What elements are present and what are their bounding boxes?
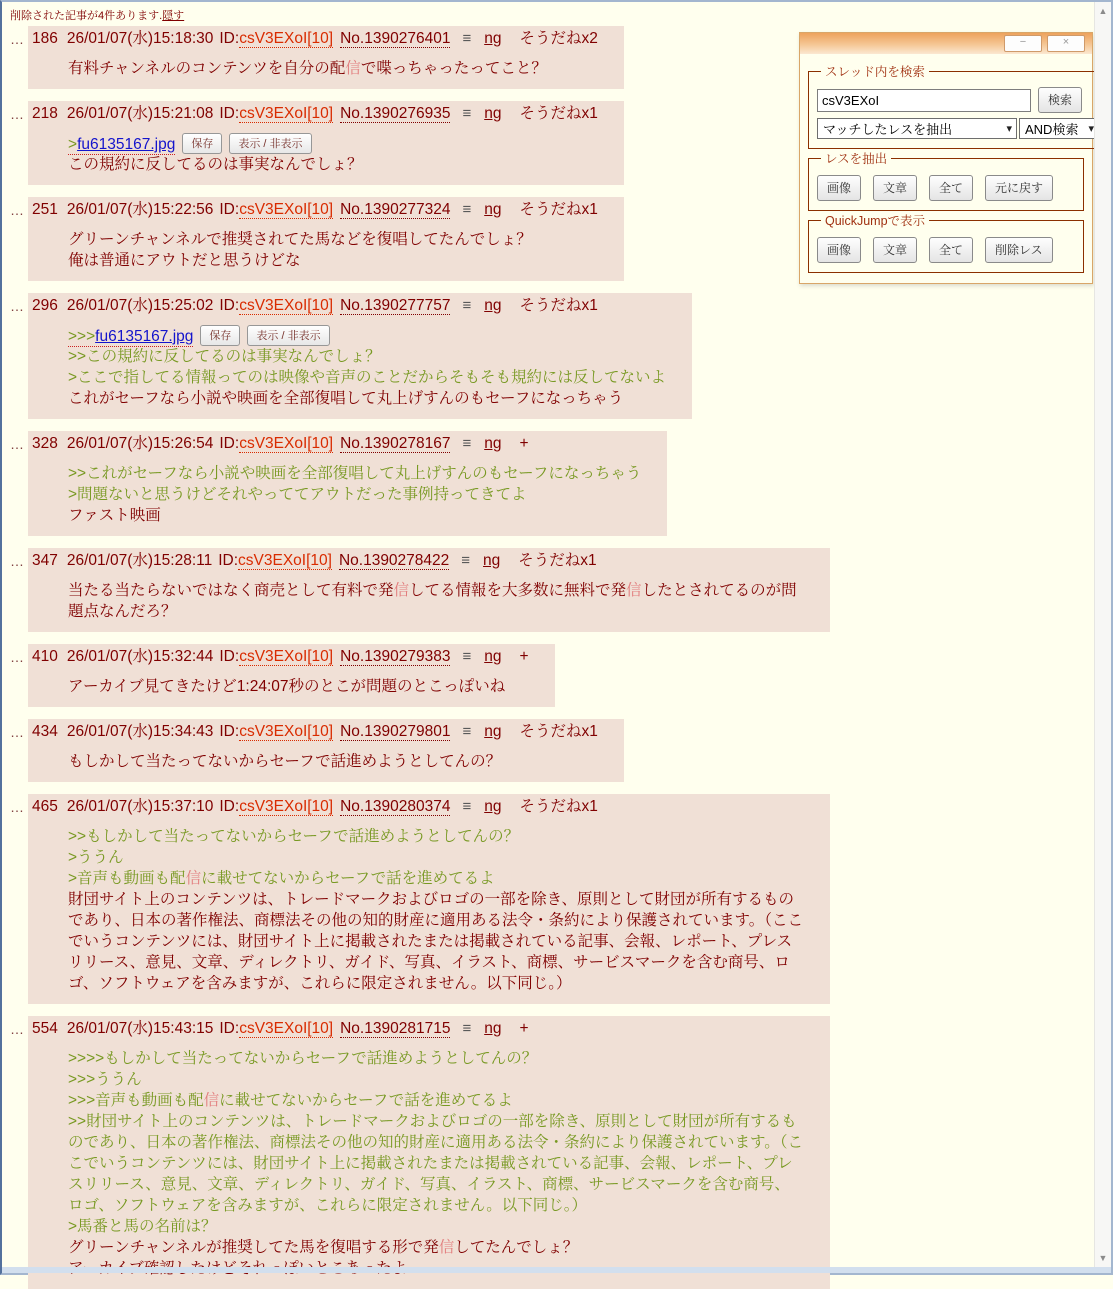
post-header bbox=[32, 103, 598, 124]
post-dots-menu[interactable]: … bbox=[10, 799, 25, 815]
post-body bbox=[68, 133, 598, 175]
bottom-frame-strip bbox=[2, 1267, 1111, 1273]
post-quote-line: >ううん bbox=[68, 849, 124, 866]
quickjump-all-button[interactable]: 全て bbox=[929, 237, 973, 263]
post-no-link[interactable]: No.1390277757 bbox=[340, 297, 451, 314]
post-dots-menu[interactable]: … bbox=[10, 1021, 25, 1037]
post-id-link[interactable]: csV3EXoI[10] bbox=[239, 723, 334, 740]
extract-fieldset bbox=[808, 149, 1084, 211]
post bbox=[10, 794, 1094, 1004]
post-header bbox=[32, 646, 529, 667]
ng-link[interactable]: ng bbox=[484, 723, 502, 740]
post-datetime: 26/01/07(水)15:34:43 bbox=[66, 723, 214, 740]
post-dots-menu[interactable]: … bbox=[10, 649, 25, 665]
highlighted-char: 信 bbox=[185, 870, 202, 887]
extract-legend: レスを抽出 bbox=[825, 152, 888, 166]
post-block bbox=[28, 794, 830, 1004]
post-text-line: アーカイブ見てきたけど1:24:07秒のとこが問題のとこっぽいね bbox=[68, 678, 506, 695]
post-quote-line: >>>>もしかして当たってないからセーフで話進めようとしてんの？ bbox=[68, 1050, 538, 1067]
file-attachment-row bbox=[68, 133, 598, 154]
highlighted-char: 信 bbox=[393, 582, 410, 599]
thread-page bbox=[2, 2, 1094, 1267]
post-menu-icon[interactable]: ≡ bbox=[462, 1020, 472, 1037]
ng-link[interactable]: ng bbox=[483, 552, 501, 569]
post-text-line: もしかして当たってないからセーフで話進めようとしてんの？ bbox=[68, 753, 502, 770]
ng-link[interactable]: ng bbox=[484, 105, 502, 122]
highlighted-char: 信 bbox=[345, 60, 361, 77]
post-block bbox=[28, 101, 624, 185]
search-input[interactable] bbox=[817, 89, 1031, 112]
post-body bbox=[68, 58, 598, 79]
post-id: ID:csV3EXoI[10] bbox=[219, 798, 334, 815]
post-datetime: 26/01/07(水)15:18:30 bbox=[66, 30, 214, 47]
post-body bbox=[68, 1048, 804, 1279]
and-search-value: AND検索 bbox=[1025, 122, 1079, 137]
file-link[interactable]: fu6135167.jpg bbox=[95, 328, 194, 345]
post-id-link[interactable]: csV3EXoI[10] bbox=[239, 30, 334, 47]
ng-link[interactable]: ng bbox=[484, 648, 502, 665]
deleted-posts-notice bbox=[10, 7, 1094, 23]
post-body bbox=[68, 229, 598, 271]
post-id-link[interactable]: csV3EXoI[10] bbox=[239, 648, 334, 665]
post-id: ID:csV3EXoI[10] bbox=[219, 30, 334, 47]
quickjump-legend: QuickJumpで表示 bbox=[825, 214, 926, 228]
post-header bbox=[32, 721, 598, 742]
post-quote-line: >>この規約に反してるのは事実なんでしょ？ bbox=[68, 348, 381, 365]
toggle-visibility-button[interactable]: 表示 / 非表示 bbox=[247, 325, 329, 346]
post-text-line: グリーンチャンネルで推奨されてた馬などを復唱してたんでしょ？ bbox=[68, 231, 532, 248]
post bbox=[10, 719, 1094, 782]
post-text-line: グリーンチャンネルが推奨してた馬を復唱する形で発信してたんでしょ？ bbox=[68, 1239, 579, 1256]
post-no-link[interactable]: No.1390276935 bbox=[340, 105, 451, 122]
quickjump-deleted-button[interactable]: 削除レス bbox=[985, 237, 1053, 263]
extract-reset-button[interactable]: 元に戻す bbox=[985, 175, 1053, 201]
post-id-link[interactable]: csV3EXoI[10] bbox=[238, 552, 332, 569]
post-no-link[interactable]: No.1390281715 bbox=[340, 1020, 451, 1037]
reaction-counter[interactable]: + bbox=[519, 648, 529, 665]
post-no-link[interactable]: No.1390280374 bbox=[340, 798, 451, 815]
post-id-link[interactable]: csV3EXoI[10] bbox=[239, 105, 334, 122]
thread-search-fieldset bbox=[808, 62, 1106, 149]
thread-search-panel bbox=[799, 32, 1093, 284]
post-number: 410 bbox=[32, 648, 58, 665]
file-link-wrap bbox=[68, 328, 193, 347]
highlighted-char: 信 bbox=[203, 1092, 220, 1109]
post-id-link[interactable]: csV3EXoI[10] bbox=[239, 297, 334, 314]
post bbox=[10, 431, 1094, 536]
extract-text-button[interactable]: 文章 bbox=[873, 175, 917, 201]
reaction-counter[interactable]: そうだねx1 bbox=[519, 297, 598, 314]
reaction-counter[interactable]: + bbox=[519, 1020, 529, 1037]
quickjump-images-button[interactable]: 画像 bbox=[817, 237, 861, 263]
post-datetime: 26/01/07(水)15:22:56 bbox=[66, 201, 214, 218]
and-search-select[interactable] bbox=[1019, 118, 1099, 139]
post-quote-line: >馬番と馬の名前は？ bbox=[68, 1218, 217, 1235]
ng-link[interactable]: ng bbox=[484, 1020, 502, 1037]
post-dots-menu[interactable]: … bbox=[10, 202, 25, 218]
reaction-counter[interactable]: そうだねx1 bbox=[519, 201, 598, 218]
match-mode-select[interactable] bbox=[817, 118, 1017, 139]
post-menu-icon[interactable]: ≡ bbox=[462, 297, 472, 314]
vertical-scrollbar[interactable] bbox=[1094, 2, 1111, 1267]
post-menu-icon[interactable]: ≡ bbox=[461, 552, 471, 569]
post-quote-line: >>これがセーフなら小説や映画を全部復唱して丸上げすんのもセーフになっちゃう bbox=[68, 465, 642, 482]
post-id-link[interactable]: csV3EXoI[10] bbox=[239, 798, 334, 815]
post-id-link[interactable]: csV3EXoI[10] bbox=[239, 435, 334, 452]
quickjump-fieldset bbox=[808, 211, 1084, 273]
save-button[interactable]: 保存 bbox=[182, 133, 222, 154]
post-no-link[interactable]: No.1390279801 bbox=[340, 723, 451, 740]
ng-link[interactable]: ng bbox=[484, 297, 502, 314]
post-number: 296 bbox=[32, 297, 58, 314]
post-menu-icon[interactable]: ≡ bbox=[462, 105, 472, 122]
search-button[interactable]: 検索 bbox=[1038, 87, 1082, 113]
post-number: 434 bbox=[32, 723, 58, 740]
post-block bbox=[28, 719, 624, 782]
post-no-link[interactable]: No.1390276401 bbox=[340, 30, 451, 47]
post-number: 251 bbox=[32, 201, 58, 218]
file-link-wrap bbox=[68, 136, 175, 155]
post-header bbox=[32, 1018, 804, 1039]
post-text-line: 俺は普通にアウトだと思うけどな bbox=[68, 252, 301, 269]
post-datetime: 26/01/07(水)15:26:54 bbox=[66, 435, 214, 452]
post bbox=[10, 548, 1094, 632]
post-text-line: これがセーフなら小説や映画を全部復唱して丸上げすんのもセーフになっちゃう bbox=[68, 390, 624, 407]
post-id: ID:csV3EXoI[10] bbox=[219, 1020, 334, 1037]
post-number: 465 bbox=[32, 798, 58, 815]
extract-images-button[interactable]: 画像 bbox=[817, 175, 861, 201]
post-id: ID:csV3EXoI[10] bbox=[219, 201, 334, 218]
post-id: ID:csV3EXoI[10] bbox=[219, 723, 334, 740]
save-button[interactable]: 保存 bbox=[200, 325, 240, 346]
post-block bbox=[28, 197, 624, 281]
post-quote-line: >>>ううん bbox=[68, 1071, 142, 1088]
reaction-counter[interactable]: そうだねx1 bbox=[519, 105, 598, 122]
post-block bbox=[28, 293, 692, 419]
post-datetime: 26/01/07(水)15:28:11 bbox=[66, 552, 213, 569]
post-number: 328 bbox=[32, 435, 58, 452]
highlighted-char: 信 bbox=[626, 582, 642, 599]
thread-search-legend: スレッド内を検索 bbox=[825, 65, 925, 79]
close-button[interactable]: × bbox=[1047, 35, 1085, 52]
reaction-counter[interactable]: そうだねx1 bbox=[519, 723, 598, 740]
post-dots-menu[interactable]: … bbox=[10, 298, 25, 314]
post-block bbox=[28, 1016, 830, 1289]
quote-arrow: >>> bbox=[68, 328, 96, 345]
post-text-line: 財団サイト上のコンテンツは、トレードマークおよびロゴの一部を除き、原則として財団が所有するものであり、日本の著作権法、商標法その他の知的財産に適用ある法令・条約により保護されています。（ここでいうコンテンツには、財団サイト上に掲載されたまたは掲載されている記事、会報、レポート、プレスリリース、意見、文章、ディレクトリ、ガイド、写真、イラスト、商標、サービスマークを含む商号、ロゴ、ソフトウェアを含みますが、これらに限定されません。以下同じ。） bbox=[68, 891, 804, 992]
post-block bbox=[28, 548, 830, 632]
post-datetime: 26/01/07(水)15:43:15 bbox=[66, 1020, 214, 1037]
post bbox=[10, 644, 1094, 707]
chevron-down-icon: ▾ bbox=[1006, 123, 1012, 135]
scroll-down-arrow-icon[interactable]: ▼ bbox=[1098, 1253, 1108, 1263]
post-quote-line: >>もしかして当たってないからセーフで話進めようとしてんの？ bbox=[68, 828, 520, 845]
file-attachment-row bbox=[68, 325, 666, 346]
extract-all-button[interactable]: 全て bbox=[929, 175, 973, 201]
post-quote-line: >音声も動画も配信に載せてないからセーフで話を進めてるよ bbox=[68, 870, 495, 887]
post-datetime: 26/01/07(水)15:21:08 bbox=[66, 105, 214, 122]
post-body bbox=[68, 676, 529, 697]
post-id: ID:csV3EXoI[10] bbox=[219, 648, 334, 665]
post-id: ID:csV3EXoI[10] bbox=[218, 552, 332, 569]
ng-link[interactable]: ng bbox=[484, 798, 502, 815]
post-dots-menu[interactable]: … bbox=[10, 31, 25, 47]
ng-link[interactable]: ng bbox=[484, 435, 502, 452]
highlighted-char: 信 bbox=[438, 1239, 455, 1256]
post-no-link[interactable]: No.1390278167 bbox=[340, 435, 451, 452]
hide-deleted-link[interactable]: 隠す bbox=[162, 10, 185, 22]
post-quote-line: >問題ないと思うけどそれやっててアウトだった事例持ってきてよ bbox=[68, 486, 527, 503]
post-no-link[interactable]: No.1390278422 bbox=[338, 552, 450, 569]
post-text-line: ファスト映画 bbox=[68, 507, 161, 524]
post-datetime: 26/01/07(水)15:32:44 bbox=[66, 648, 214, 665]
post-dots-menu[interactable]: … bbox=[10, 724, 25, 740]
post-quote-line: >>>音声も動画も配信に載せてないからセーフで話を進めてるよ bbox=[68, 1092, 513, 1109]
post-block bbox=[28, 26, 624, 89]
post-header bbox=[32, 28, 598, 49]
chevron-down-icon: ▾ bbox=[1088, 123, 1094, 135]
scroll-up-arrow-icon[interactable]: ▲ bbox=[1098, 6, 1108, 16]
post-menu-icon[interactable]: ≡ bbox=[462, 201, 472, 218]
post-block bbox=[28, 431, 667, 536]
post-menu-icon[interactable]: ≡ bbox=[462, 723, 472, 740]
post-text-line: この規約に反してるのは事実なんでしょ？ bbox=[68, 156, 363, 173]
post-datetime: 26/01/07(水)15:25:02 bbox=[66, 297, 214, 314]
post-body bbox=[68, 325, 666, 409]
quickjump-text-button[interactable]: 文章 bbox=[873, 237, 917, 263]
post bbox=[10, 293, 1094, 419]
minimize-button[interactable]: − bbox=[1004, 35, 1042, 52]
toggle-visibility-button[interactable]: 表示 / 非表示 bbox=[229, 133, 311, 154]
post-id-link[interactable]: csV3EXoI[10] bbox=[239, 201, 334, 218]
post-header bbox=[32, 199, 598, 220]
post-number: 218 bbox=[32, 105, 58, 122]
post-number: 347 bbox=[32, 552, 58, 569]
post-number: 186 bbox=[32, 30, 58, 47]
ng-link[interactable]: ng bbox=[484, 201, 502, 218]
post-header bbox=[32, 433, 641, 454]
post-dots-menu[interactable]: … bbox=[10, 436, 25, 452]
post-body bbox=[68, 580, 804, 622]
search-panel-body bbox=[799, 54, 1093, 284]
post-body bbox=[68, 826, 804, 994]
file-link[interactable]: fu6135167.jpg bbox=[77, 136, 176, 153]
post-header bbox=[32, 796, 804, 817]
post-menu-icon[interactable]: ≡ bbox=[462, 648, 472, 665]
post-body bbox=[68, 751, 598, 772]
post-block bbox=[28, 644, 555, 707]
post-id: ID:csV3EXoI[10] bbox=[219, 297, 334, 314]
post-menu-icon[interactable]: ≡ bbox=[462, 798, 472, 815]
post-menu-icon[interactable]: ≡ bbox=[462, 30, 472, 47]
post-number: 554 bbox=[32, 1020, 58, 1037]
post-id: ID:csV3EXoI[10] bbox=[219, 105, 334, 122]
reaction-counter[interactable]: そうだねx2 bbox=[519, 30, 598, 47]
match-mode-value: マッチしたレスを抽出 bbox=[823, 122, 953, 137]
post-body bbox=[68, 463, 641, 526]
ng-link[interactable]: ng bbox=[484, 30, 502, 47]
post-no-link[interactable]: No.1390277324 bbox=[340, 201, 451, 218]
post-header bbox=[32, 295, 666, 316]
reaction-counter[interactable]: + bbox=[519, 435, 529, 452]
reaction-counter[interactable]: そうだねx1 bbox=[519, 798, 598, 815]
post-id-link[interactable]: csV3EXoI[10] bbox=[239, 1020, 334, 1037]
post-no-link[interactable]: No.1390279383 bbox=[340, 648, 451, 665]
post-dots-menu[interactable]: … bbox=[10, 553, 25, 569]
post-id: ID:csV3EXoI[10] bbox=[219, 435, 334, 452]
post-menu-icon[interactable]: ≡ bbox=[462, 435, 472, 452]
reaction-counter[interactable]: そうだねx1 bbox=[518, 552, 597, 569]
post-dots-menu[interactable]: … bbox=[10, 106, 25, 122]
post-quote-line: >>財団サイト上のコンテンツは、トレードマークおよびロゴの一部を除き、原則として財団が所有するものであり、日本の著作権法、商標法その他の知的財産に適用ある法令・条約により保護されています。（ここでいうコンテンツには、財団サイト上に掲載されたまたは掲載されている記事、会報、レポート、プレスリリース、意見、文章、ディレクトリ、ガイド、写真、イラスト、商標、サービスマークを含む商号、ロゴ、ソフトウェアを含みますが、これらに限定されません。以下同じ。） bbox=[68, 1113, 804, 1214]
post-datetime: 26/01/07(水)15:37:10 bbox=[66, 798, 214, 815]
deleted-posts-text: 削除された記事が4件あります. bbox=[10, 10, 163, 22]
post-header bbox=[32, 550, 804, 571]
quote-arrow: > bbox=[68, 136, 78, 153]
post-quote-line: >ここで指してる情報ってのは映像や音声のことだからそもそも規約には反してないよ bbox=[68, 369, 667, 386]
post-text-line: 当たる当たらないではなく商売として有料で発信してる情報を大多数に無料で発信したとされてるのが問題点なんだろ？ bbox=[68, 582, 797, 620]
post-text-line: 有料チャンネルのコンテンツを自分の配信で喋っちゃったってこと？ bbox=[68, 60, 547, 77]
post bbox=[10, 1016, 1094, 1289]
search-panel-titlebar bbox=[799, 32, 1093, 54]
